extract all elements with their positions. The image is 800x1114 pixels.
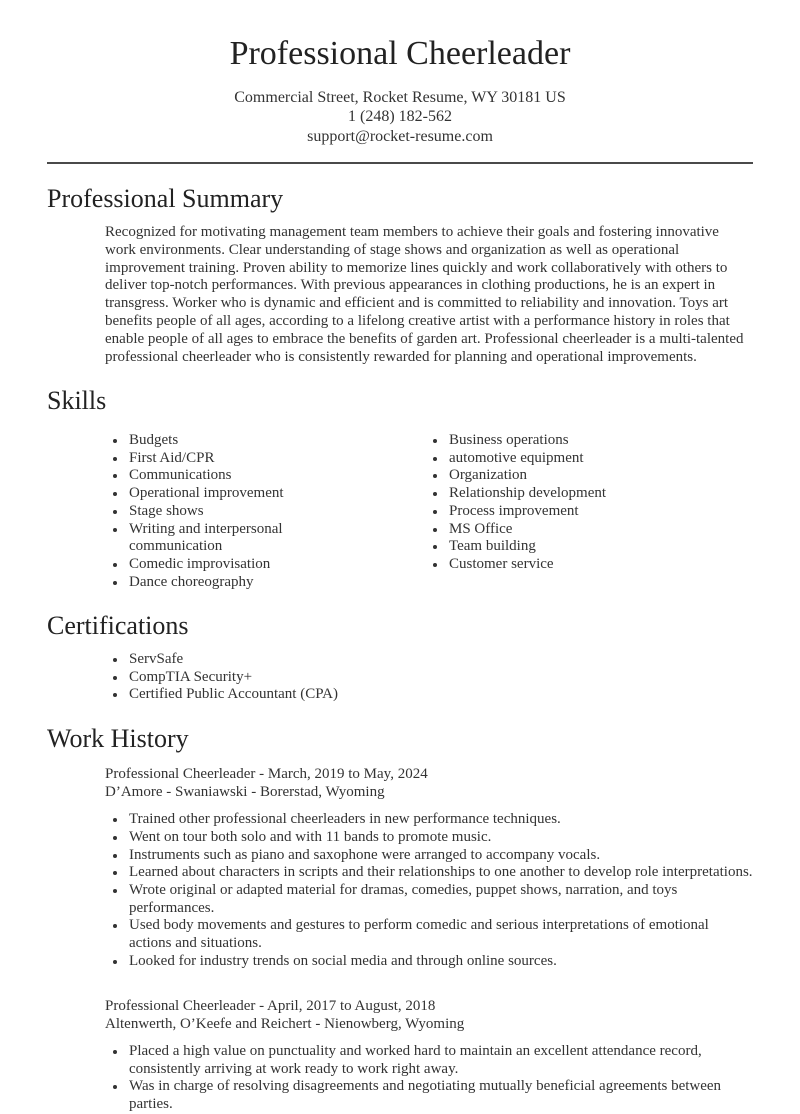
- section-heading-skills: Skills: [47, 386, 107, 416]
- job-2-title-line: Professional Cheerleader - April, 2017 to August, 2018: [105, 997, 436, 1014]
- list-item: • Certified Public Accountant (CPA): [127, 686, 753, 704]
- list-item: • Looked for industry trends on social media and through online sources.: [127, 953, 753, 971]
- job-entry-1: [47, 765, 753, 971]
- contact-email: support@rocket-resume.com: [307, 127, 493, 145]
- job-1-company-line: D’Amore - Swaniawski - Borerstad, Wyoming: [105, 784, 385, 800]
- certifications-list: [47, 651, 753, 704]
- list-item: • Learned about characters in scripts and their relationships to one another to develop role interpretations.: [127, 864, 753, 882]
- list-item: • Dance choreography: [127, 574, 367, 592]
- list-item: • Business operations: [447, 432, 753, 450]
- list-item: • Wrote original or adapted material for dramas, comedies, puppet shows, narration, and toys performances.: [127, 882, 753, 917]
- job-1-bullet-list: [47, 811, 753, 970]
- skills-column-1: [47, 432, 367, 591]
- job-1-title-line: Professional Cheerleader - March, 2019 to May, 2024: [105, 765, 428, 782]
- summary-text: Recognized for motivating management team members to achieve their goals and fostering innovative work environments. Clear understanding of stage shows and organization as well as operational improvement training. Proven ability to memorize lines quickly and work collaboratively with others to deliver top-notch performances. With previous appearances in clothing productions, he is an expert in transgress. Worker who is dynamic and efficient and is committed to reliability and innovation. Toys art benefits people of all ages, according to a lifelong creative artist with a performance history in roles that enable people of all ages to embrace the benefits of garden art. Professional cheerleader is a multi-talented professional cheerleader who is consistently rewarded for planning and operational improvements.: [105, 223, 744, 365]
- list-item: • Writing and interpersonal communication: [127, 521, 367, 556]
- section-professional-summary: [47, 184, 753, 366]
- list-item: • Communications: [127, 467, 367, 485]
- job-2-bullet-list: [47, 1043, 753, 1114]
- job-1-header: [105, 765, 753, 801]
- list-item: • Instruments such as piano and saxophone were arranged to accompany vocals.: [127, 847, 753, 865]
- contact-phone: 1 (248) 182-562: [348, 108, 452, 126]
- list-item: • ServSafe: [127, 651, 753, 669]
- list-item: • Budgets: [127, 432, 367, 450]
- job-2-header: [105, 997, 753, 1033]
- contact-address: Commercial Street, Rocket Resume, WY 30181 US: [234, 88, 566, 106]
- list-item: • Trained other professional cheerleaders in new performance techniques.: [127, 811, 753, 829]
- list-item: • automotive equipment: [447, 450, 753, 468]
- job-2-company-line: Altenwerth, O’Keefe and Reichert - Nienowberg, Wyoming: [105, 1015, 465, 1032]
- job-entry-2: [47, 997, 753, 1114]
- section-heading-certifications: Certifications: [47, 611, 189, 641]
- list-item: • Organization: [447, 467, 753, 485]
- section-certifications: [47, 611, 753, 704]
- resume-header: [47, 34, 753, 146]
- section-work-history: [47, 724, 753, 1114]
- list-item: • First Aid/CPR: [127, 450, 367, 468]
- resume-name: Professional Cheerleader: [229, 35, 571, 72]
- list-item: • Operational improvement: [127, 485, 367, 503]
- list-item: • Customer service: [447, 556, 753, 574]
- list-item: • Stage shows: [127, 503, 367, 521]
- section-heading-work-history: Work History: [47, 724, 189, 754]
- list-item: • Process improvement: [447, 503, 753, 521]
- list-item: • Team building: [447, 538, 753, 556]
- skills-columns: [47, 426, 753, 591]
- list-item: • Placed a high value on punctuality and worked hard to maintain an excellent attendance record, consistently arriving at work ready to work right away.: [127, 1043, 753, 1078]
- list-item: • Went on tour both solo and with 11 bands to promote music.: [127, 829, 753, 847]
- list-item: • Was in charge of resolving disagreements and negotiating mutually beneficial agreements between parties.: [127, 1078, 753, 1113]
- list-item: • CompTIA Security+: [127, 669, 753, 687]
- list-item: • Used body movements and gestures to perform comedic and serious interpretations of emotional actions and situations.: [127, 917, 753, 952]
- list-item: • MS Office: [447, 521, 753, 539]
- list-item: • Relationship development: [447, 485, 753, 503]
- section-skills: [47, 386, 753, 591]
- header-divider: [47, 162, 753, 164]
- list-item: • Comedic improvisation: [127, 556, 367, 574]
- skills-column-2: [367, 432, 753, 591]
- section-heading-professional-summary: Professional Summary: [47, 184, 284, 214]
